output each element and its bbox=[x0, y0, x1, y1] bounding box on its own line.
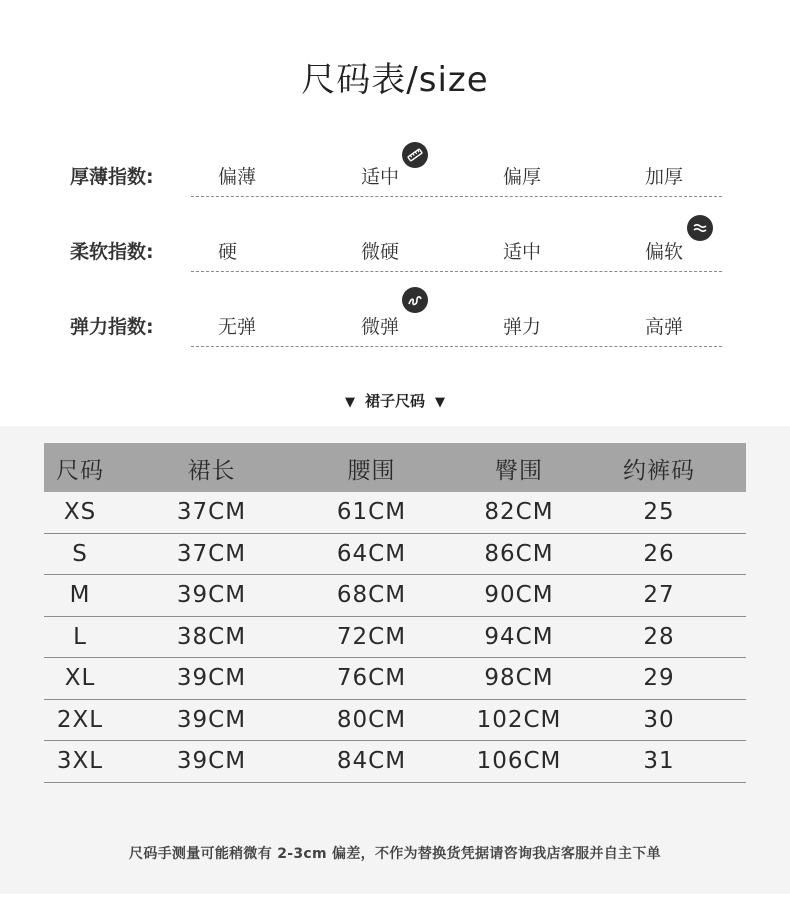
thickness-option-extra-thick: 加厚 bbox=[645, 166, 684, 188]
cell-size: M bbox=[69, 582, 91, 608]
spring-marker-icon bbox=[402, 287, 428, 313]
triangle-down-icon: ▼ bbox=[344, 395, 355, 410]
size-table bbox=[44, 443, 746, 783]
cell-waist: 64CM bbox=[336, 540, 407, 567]
cell-size: L bbox=[73, 623, 87, 650]
cell-skirt-length: 39CM bbox=[176, 665, 247, 691]
elasticity-option-stretch: 弹力 bbox=[503, 316, 542, 338]
cell-waist: 76CM bbox=[336, 665, 407, 691]
cell-skirt-length: 37CM bbox=[176, 540, 247, 567]
ruler-marker-icon bbox=[402, 142, 428, 168]
page-title: 尺码表/size bbox=[301, 60, 489, 100]
cell-hip: 90CM bbox=[484, 582, 554, 608]
elasticity-option-high: 高弹 bbox=[645, 316, 684, 338]
section-heading bbox=[0, 390, 790, 411]
cell-hip: 106CM bbox=[476, 748, 562, 774]
softness-option-hard: 硬 bbox=[218, 241, 238, 263]
table-row bbox=[44, 534, 746, 576]
cell-hip: 102CM bbox=[476, 706, 562, 733]
header-waist: 腰围 bbox=[347, 458, 396, 484]
triangle-down-icon: ▼ bbox=[435, 395, 445, 410]
table-row bbox=[44, 741, 746, 783]
thickness-dashed-line bbox=[191, 196, 722, 197]
thickness-option-medium: 适中 bbox=[361, 166, 400, 188]
cell-pants-size: 29 bbox=[643, 665, 675, 691]
cell-waist: 80CM bbox=[336, 706, 407, 733]
elasticity-option-slight: 微弹 bbox=[361, 316, 400, 338]
cell-skirt-length: 39CM bbox=[176, 706, 247, 733]
softness-option-soft: 偏软 bbox=[645, 241, 684, 263]
softness-option-slightly-hard: 微硬 bbox=[361, 241, 400, 263]
cell-skirt-length: 38CM bbox=[176, 623, 247, 650]
cell-pants-size: 26 bbox=[643, 540, 675, 567]
table-row bbox=[44, 700, 746, 742]
header-hip: 臀围 bbox=[495, 458, 543, 484]
table-row bbox=[44, 617, 746, 659]
cell-skirt-length: 37CM bbox=[176, 499, 247, 525]
cell-pants-size: 27 bbox=[643, 582, 675, 608]
cell-waist: 72CM bbox=[336, 623, 407, 650]
table-row bbox=[44, 658, 746, 700]
cell-size: XL bbox=[64, 665, 96, 691]
header-pants-size: 约裤码 bbox=[623, 458, 695, 484]
cell-size: XS bbox=[63, 499, 97, 525]
elasticity-dashed-line bbox=[191, 346, 722, 347]
table-row bbox=[44, 575, 746, 617]
elasticity-option-none: 无弹 bbox=[218, 316, 257, 338]
cell-skirt-length: 39CM bbox=[176, 748, 247, 774]
thickness-option-thick: 偏厚 bbox=[503, 166, 542, 188]
wave-marker-icon bbox=[687, 215, 713, 241]
header-size: 尺码 bbox=[56, 458, 104, 484]
thickness-index-label: 厚薄指数: bbox=[70, 166, 154, 188]
header-skirt-length: 裙长 bbox=[187, 458, 236, 484]
cell-size: 2XL bbox=[56, 706, 104, 733]
cell-pants-size: 28 bbox=[643, 623, 675, 650]
softness-option-medium: 适中 bbox=[503, 241, 542, 263]
cell-skirt-length: 39CM bbox=[176, 582, 247, 608]
cell-pants-size: 30 bbox=[643, 706, 675, 733]
cell-hip: 94CM bbox=[484, 623, 554, 650]
elasticity-index-row bbox=[0, 312, 790, 352]
cell-size: 3XL bbox=[56, 748, 104, 774]
cell-waist: 61CM bbox=[336, 499, 407, 525]
table-header bbox=[44, 443, 746, 492]
elasticity-index-label: 弹力指数: bbox=[70, 316, 154, 338]
cell-pants-size: 25 bbox=[643, 499, 675, 525]
cell-hip: 82CM bbox=[484, 499, 554, 525]
softness-index-row bbox=[0, 237, 790, 277]
section-heading-text: 裙子尺码 bbox=[364, 392, 425, 410]
thickness-option-thin: 偏薄 bbox=[218, 166, 257, 188]
cell-size: S bbox=[72, 540, 88, 567]
measurement-footnote: 尺码手测量可能稍微有 2-3cm 偏差，不作为替换货凭据请咨询我店客服并自主下单 bbox=[129, 846, 661, 862]
softness-index-label: 柔软指数: bbox=[70, 241, 154, 263]
softness-dashed-line bbox=[191, 271, 722, 272]
cell-hip: 98CM bbox=[484, 665, 554, 691]
table-row bbox=[44, 492, 746, 534]
cell-waist: 68CM bbox=[336, 582, 407, 608]
cell-waist: 84CM bbox=[336, 748, 407, 774]
thickness-index-row bbox=[0, 162, 790, 202]
cell-pants-size: 31 bbox=[643, 748, 675, 774]
cell-hip: 86CM bbox=[484, 540, 554, 567]
